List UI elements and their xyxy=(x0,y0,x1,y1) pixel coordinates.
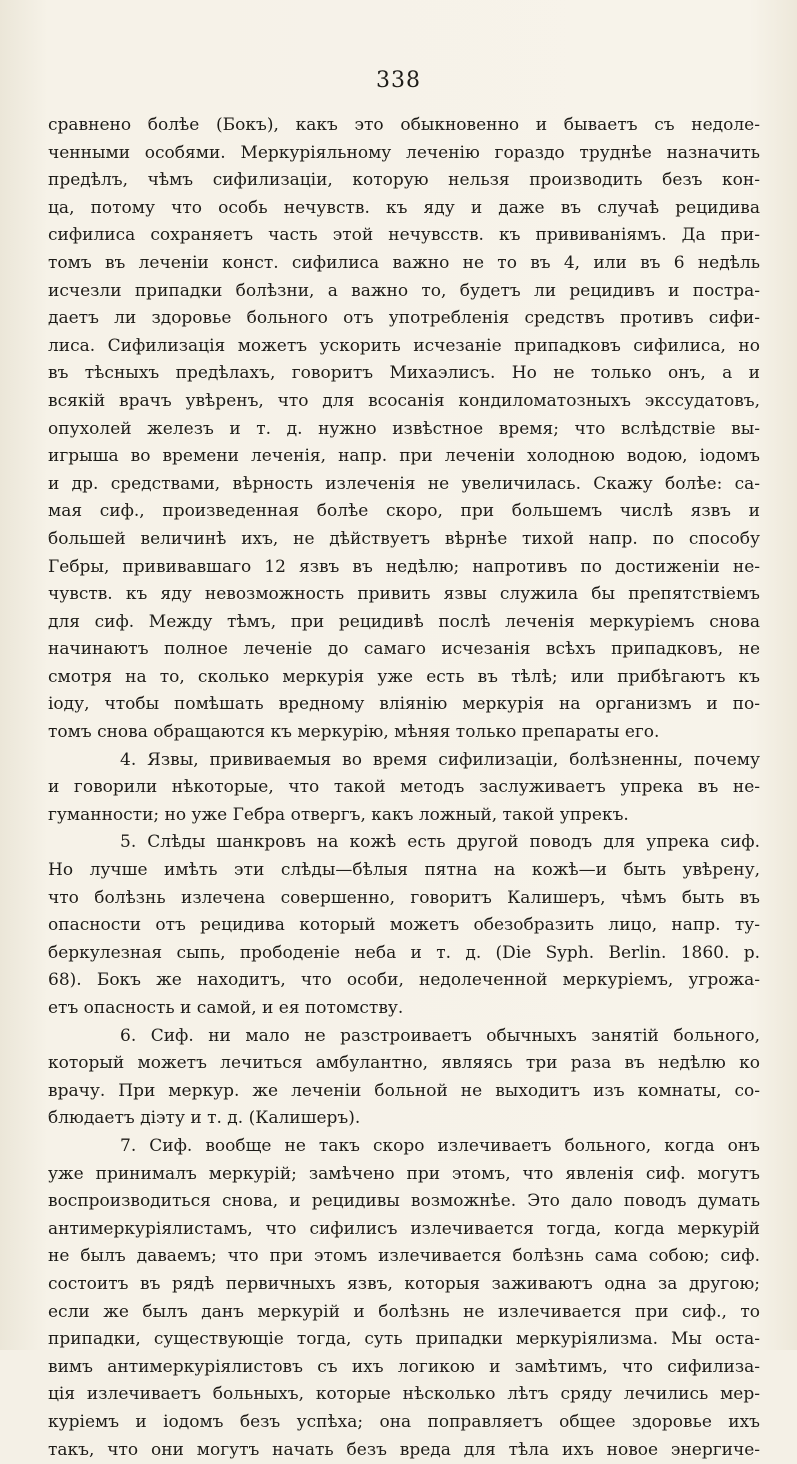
text-line: гуманности; но уже Гебра отвергъ, какъ ложный, такой упрекъ. xyxy=(48,802,760,830)
text-line: томъ снова обращаются къ меркурію, мѣняя только препараты его. xyxy=(48,719,760,747)
text-line: сифилиса сохраняетъ часть этой нечувсств. къ прививаніямъ. Да при- xyxy=(48,222,760,250)
text-line: іоду, чтобы помѣшать вредному вліянію меркурія на организмъ и по- xyxy=(48,691,760,719)
text-line: не былъ даваемъ; что при этомъ излечивается болѣзнь сама собою; сиф. xyxy=(48,1243,760,1271)
text-line: етъ опасность и самой, и ея потомству. xyxy=(48,995,760,1023)
text-line: состоитъ въ рядѣ первичныхъ язвъ, которыя заживаютъ одна за другою; xyxy=(48,1271,760,1299)
text-line: ченными особями. Меркуріяльному леченію гораздо труднѣе назначить xyxy=(48,140,760,168)
text-line: вимъ антимеркуріялистовъ съ ихъ логикою и замѣтимъ, что сифилиза- xyxy=(48,1354,760,1382)
text-line: Но лучше имѣть эти слѣды—бѣлыя пятна на кожѣ—и быть увѣрену, xyxy=(48,857,760,885)
text-line: чувств. къ яду невозможность привить язвы служила бы препятствіемъ xyxy=(48,581,760,609)
text-line: антимеркуріялистамъ, что сифилисъ излечивается тогда, когда меркурій xyxy=(48,1216,760,1244)
text-line: врачу. При меркур. же леченіи больной не выходитъ изъ комнаты, со- xyxy=(48,1078,760,1106)
text-line: что болѣзнь излечена совершенно, говоритъ Калишеръ, чѣмъ быть въ xyxy=(48,885,760,913)
text-line: куріемъ и іодомъ безъ успѣха; она поправляетъ общее здоровье ихъ xyxy=(48,1409,760,1437)
text-line: томъ въ леченіи конст. сифилиса важно не то въ 4, или въ 6 недѣль xyxy=(48,250,760,278)
text-line: ца, потому что особь нечувств. къ яду и даже въ случаѣ рецидива xyxy=(48,195,760,223)
text-line: даетъ ли здоровье больного отъ употребленія средствъ противъ сифи- xyxy=(48,305,760,333)
text-line: блюдаетъ діэту и т. д. (Калишеръ). xyxy=(48,1105,760,1133)
text-line: и др. средствами, вѣрность излеченія не увеличилась. Скажу болѣе: са- xyxy=(48,471,760,499)
page-number: 338 xyxy=(0,68,797,93)
text-line: такъ, что они могутъ начать безъ вреда для тѣла ихъ новое энергиче- xyxy=(48,1437,760,1464)
text-line: игрыша во времени леченія, напр. при леченіи холодною водою, іодомъ xyxy=(48,443,760,471)
text-line: опасности отъ рецидива который можетъ обезобразить лицо, напр. ту- xyxy=(48,912,760,940)
text-line: если же былъ данъ меркурій и болѣзнь не излечивается при сиф., то xyxy=(48,1299,760,1327)
text-line: ція излечиваетъ больныхъ, которые нѣсколько лѣтъ сряду лечились мер- xyxy=(48,1381,760,1409)
text-line: Гебры, прививавшаго 12 язвъ въ недѣлю; напротивъ по достиженіи не- xyxy=(48,554,760,582)
text-line: начинаютъ полное леченіе до самаго исчезанія всѣхъ припадковъ, не xyxy=(48,636,760,664)
text-line: и говорили нѣкоторые, что такой методъ заслуживаетъ упрека въ не- xyxy=(48,774,760,802)
text-line: 5. Слѣды шанкровъ на кожѣ есть другой поводъ для упрека сиф. xyxy=(48,829,760,857)
text-line: большей величинѣ ихъ, не дѣйствуетъ вѣрнѣе тихой напр. по способу xyxy=(48,526,760,554)
text-line: опухолей железъ и т. д. нужно извѣстное время; что вслѣдствіе вы- xyxy=(48,416,760,444)
text-line: который можетъ лечиться амбулантно, являясь три раза въ недѣлю ко xyxy=(48,1050,760,1078)
text-line: воспроизводиться снова, и рецидивы возможнѣе. Это дало поводъ думать xyxy=(48,1188,760,1216)
text-line: мая сиф., произведенная болѣе скоро, при большемъ числѣ язвъ и xyxy=(48,498,760,526)
text-line: предѣлъ, чѣмъ сифилизаціи, которую нельзя производить безъ кон- xyxy=(48,167,760,195)
text-line: 6. Сиф. ни мало не разстроиваетъ обычныхъ занятій больного, xyxy=(48,1023,760,1051)
text-line: 68). Бокъ же находитъ, что особи, недолеченной меркуріемъ, угрожа- xyxy=(48,967,760,995)
text-line: для сиф. Между тѣмъ, при рецидивѣ послѣ леченія меркуріемъ снова xyxy=(48,609,760,637)
text-line: 7. Сиф. вообще не такъ скоро излечиваетъ больного, когда онъ xyxy=(48,1133,760,1161)
text-line: лиса. Сифилизація можетъ ускорить исчезаніе припадковъ сифилиса, но xyxy=(48,333,760,361)
text-line: сравнено болѣе (Бокъ), какъ это обыкновенно и бываетъ съ недоле- xyxy=(48,112,760,140)
text-line: припадки, существующіе тогда, суть припадки меркуріялизма. Мы оста- xyxy=(48,1326,760,1354)
text-line: 4. Язвы, прививаемыя во время сифилизаціи, болѣзненны, почему xyxy=(48,747,760,775)
text-line: уже принималъ меркурій; замѣчено при этомъ, что явленія сиф. могутъ xyxy=(48,1161,760,1189)
page-text xyxy=(48,112,760,1464)
text-line: исчезли припадки болѣзни, а важно то, будетъ ли рецидивъ и постра- xyxy=(48,278,760,306)
text-line: смотря на то, сколько меркурія уже есть въ тѣлѣ; или прибѣгаютъ къ xyxy=(48,664,760,692)
text-line: всякій врачъ увѣренъ, что для всосанія кондиломатозныхъ экссудатовъ, xyxy=(48,388,760,416)
text-line: беркулезная сыпь, прободеніе неба и т. д. (Die Syph. Berlin. 1860. p. xyxy=(48,940,760,968)
text-line: въ тѣсныхъ предѣлахъ, говоритъ Михаэлисъ. Но не только онъ, а и xyxy=(48,360,760,388)
